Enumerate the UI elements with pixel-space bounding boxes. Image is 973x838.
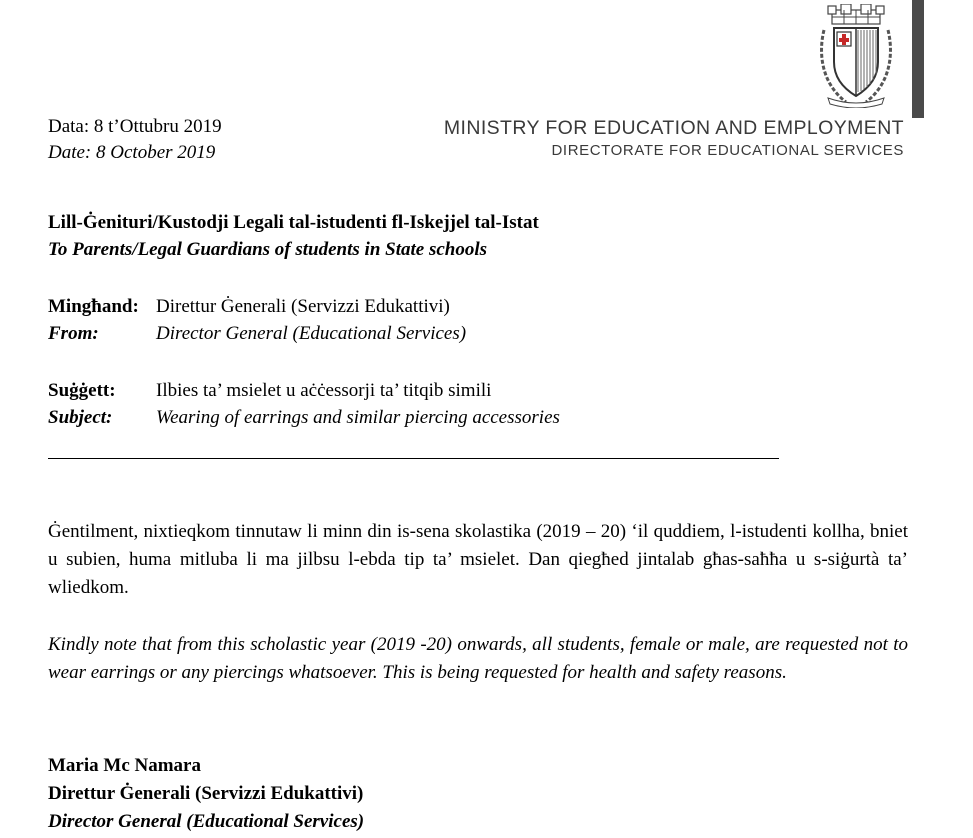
date-maltese: Data: 8 t’Ottubru 2019 — [48, 116, 222, 137]
subject-value-maltese: Ilbies ta’ msielet u aċċessorji ta’ titqib simili — [156, 380, 492, 401]
signatory-title-maltese: Direttur Ġenerali (Servizzi Edukattivi) — [48, 783, 364, 804]
header-divider — [48, 458, 779, 459]
page-edge-bar — [912, 0, 924, 118]
signatory-name: Maria Mc Namara — [48, 755, 201, 776]
ministry-name: MINISTRY FOR EDUCATION AND EMPLOYMENT — [443, 117, 904, 139]
body-paragraph-maltese: Ġentilment, nixtieqkom tinnutaw li minn din is-sena skolastika (2019 – 20) ‘il quddiem, l-istudenti kollha, bniet u subien, huma mitluba li ma jilbsu l-ebda tip ta’ msielet. Dan qiegħed jintalab għas-saħħa u s-siġurtà ta’ wliedkom. — [48, 521, 908, 598]
subject-label-english: Subject: — [48, 407, 113, 428]
malta-coat-of-arms-icon — [818, 4, 894, 108]
from-label-english: From: — [48, 323, 99, 344]
signatory-title-english: Director General (Educational Services) — [48, 811, 365, 832]
date-english: Date: 8 October 2019 — [48, 142, 216, 163]
from-label-maltese: Mingħand: — [48, 296, 139, 317]
body-paragraph-english: Kindly note that from this scholastic year (2019 -20) onwards, all students, female or male, are requested not to wear earrings or any piercings whatsoever. This is being requested for health and safety reasons. — [48, 634, 908, 683]
from-value-english: Director General (Educational Services) — [156, 323, 467, 344]
recipient-english: To Parents/Legal Guardians of students in State schools — [48, 239, 488, 260]
subject-label-maltese: Suġġett: — [48, 380, 116, 401]
directorate-name: DIRECTORATE FOR EDUCATIONAL SERVICES — [551, 142, 904, 159]
from-value-maltese: Direttur Ġenerali (Servizzi Edukattivi) — [156, 296, 450, 317]
recipient-maltese: Lill-Ġenituri/Kustodji Legali tal-istudenti fl-Iskejjel tal-Istat — [48, 212, 539, 233]
subject-value-english: Wearing of earrings and similar piercing accessories — [156, 407, 560, 428]
